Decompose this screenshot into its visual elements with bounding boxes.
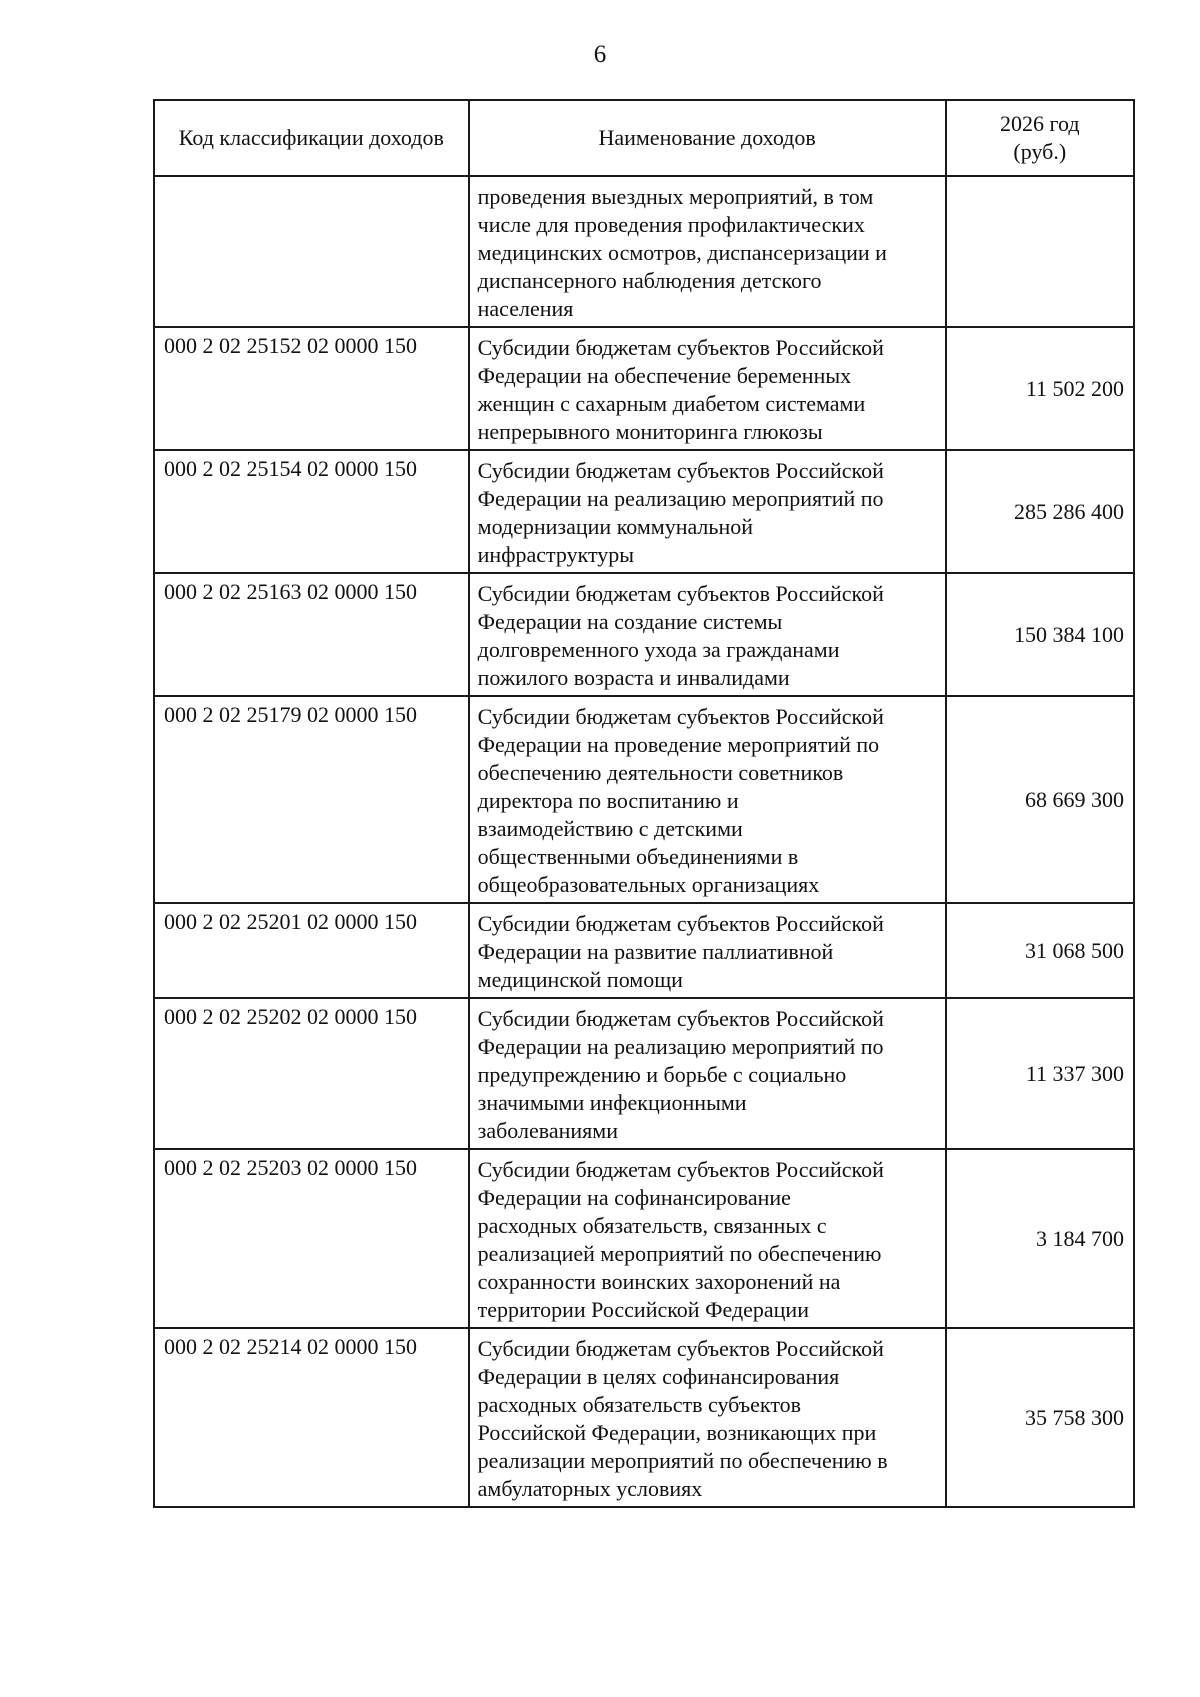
table-row [154,998,1134,1149]
income-name-cell [469,1328,946,1507]
header-name: Наименование доходов [469,100,946,176]
table-header-row [154,100,1134,176]
income-name-line: заболеваниями [477,1118,618,1143]
income-amount-cell: 3 184 700 [946,1149,1134,1328]
income-name-cell [469,176,946,327]
income-name-line: территории Российской Федерации [477,1297,809,1322]
table-row [154,573,1134,696]
table-body [154,176,1134,1507]
income-name-line: населения [477,296,574,321]
header-code: Код классификации доходов [154,100,469,176]
income-name-cell [469,450,946,573]
income-name-line: непрерывного мониторинга глюкозы [477,419,823,444]
income-code-cell [154,176,469,327]
income-name-line: проведения выездных мероприятий, в том [477,184,874,209]
income-name-line: общественными объединениями в [477,844,799,869]
income-name-line: Субсидии бюджетам субъектов Российской [477,1157,884,1182]
income-name-line: Субсидии бюджетам субъектов Российской [477,911,884,936]
table-row [154,1328,1134,1507]
income-name-cell [469,1149,946,1328]
income-name-line: медицинских осмотров, диспансеризации и [477,240,887,265]
income-amount-cell: 31 068 500 [946,903,1134,998]
income-name-cell [469,573,946,696]
income-name-line: предупреждению и борьбе с социально [477,1062,847,1087]
table-row [154,903,1134,998]
income-name-line: модернизации коммунальной [477,514,753,539]
income-name-line: Федерации на реализацию мероприятий по [477,1034,884,1059]
income-name-line: Федерации на проведение мероприятий по [477,732,880,757]
income-code-cell: 000 2 02 25202 02 0000 150 [154,998,469,1149]
income-name-line: числе для проведения профилактических [477,212,865,237]
income-amount-cell: 68 669 300 [946,696,1134,903]
income-name-line: долговременного ухода за гражданами [477,637,840,662]
income-name-line: обеспечению деятельности советников [477,760,844,785]
income-name-line: реализации мероприятий по обеспечению в [477,1448,888,1473]
income-name-line: Федерации на создание системы [477,609,783,634]
income-name-line: расходных обязательств субъектов [477,1392,802,1417]
income-code-cell: 000 2 02 25214 02 0000 150 [154,1328,469,1507]
income-name-line: Субсидии бюджетам субъектов Российской [477,581,884,606]
income-amount-cell: 285 286 400 [946,450,1134,573]
income-amount-cell: 11 337 300 [946,998,1134,1149]
income-name-line: Субсидии бюджетам субъектов Российской [477,704,884,729]
income-name-line: сохранности воинских захоронений на [477,1269,841,1294]
income-name-line: инфраструктуры [477,542,635,567]
income-name-line: диспансерного наблюдения детского [477,268,822,293]
income-code-cell: 000 2 02 25203 02 0000 150 [154,1149,469,1328]
page-number: 6 [593,41,607,68]
income-name-line: Федерации на софинансирование [477,1185,791,1210]
income-amount-cell: 35 758 300 [946,1328,1134,1507]
table-row [154,327,1134,450]
income-name-cell [469,998,946,1149]
income-name-line: Субсидии бюджетам субъектов Российской [477,1336,884,1361]
income-name-cell [469,903,946,998]
income-code-cell: 000 2 02 25154 02 0000 150 [154,450,469,573]
income-name-line: взаимодействию с детскими [477,816,743,841]
income-name-line: Федерации на реализацию мероприятий по [477,486,884,511]
table-row [154,450,1134,573]
income-code-cell: 000 2 02 25152 02 0000 150 [154,327,469,450]
income-name-line: Российской Федерации, возникающих при [477,1420,877,1445]
income-amount-cell: 11 502 200 [946,327,1134,450]
income-amount-cell: 150 384 100 [946,573,1134,696]
income-name-line: амбулаторных условиях [477,1476,703,1501]
income-name-line: Федерации на развитие паллиативной [477,939,834,964]
income-name-line: медицинской помощи [477,967,683,992]
income-name-cell [469,327,946,450]
income-name-line: общеобразовательных организациях [477,872,820,897]
income-amount-cell [946,176,1134,327]
income-name-line: директора по воспитанию и [477,788,739,813]
income-name-cell [469,696,946,903]
income-code-cell: 000 2 02 25201 02 0000 150 [154,903,469,998]
income-code-cell: 000 2 02 25163 02 0000 150 [154,573,469,696]
income-name-line: значимыми инфекционными [477,1090,747,1115]
revenue-table [153,99,1135,1508]
income-name-line: Субсидии бюджетам субъектов Российской [477,458,884,483]
header-amount-year: 2026 год [1000,111,1080,136]
table-row [154,1149,1134,1328]
income-name-line: Федерации на обеспечение беременных [477,363,852,388]
income-name-line: Федерации в целях софинансирования [477,1364,840,1389]
income-code-cell: 000 2 02 25179 02 0000 150 [154,696,469,903]
header-amount [946,100,1134,176]
income-name-line: пожилого возраста и инвалидами [477,665,790,690]
header-amount-unit: (руб.) [1013,139,1067,164]
income-name-line: реализацией мероприятий по обеспечению [477,1241,882,1266]
income-name-line: Субсидии бюджетам субъектов Российской [477,335,884,360]
table-row [154,176,1134,327]
income-name-line: расходных обязательств, связанных с [477,1213,827,1238]
table-row [154,696,1134,903]
income-name-line: Субсидии бюджетам субъектов Российской [477,1006,884,1031]
income-name-line: женщин с сахарным диабетом системами [477,391,866,416]
